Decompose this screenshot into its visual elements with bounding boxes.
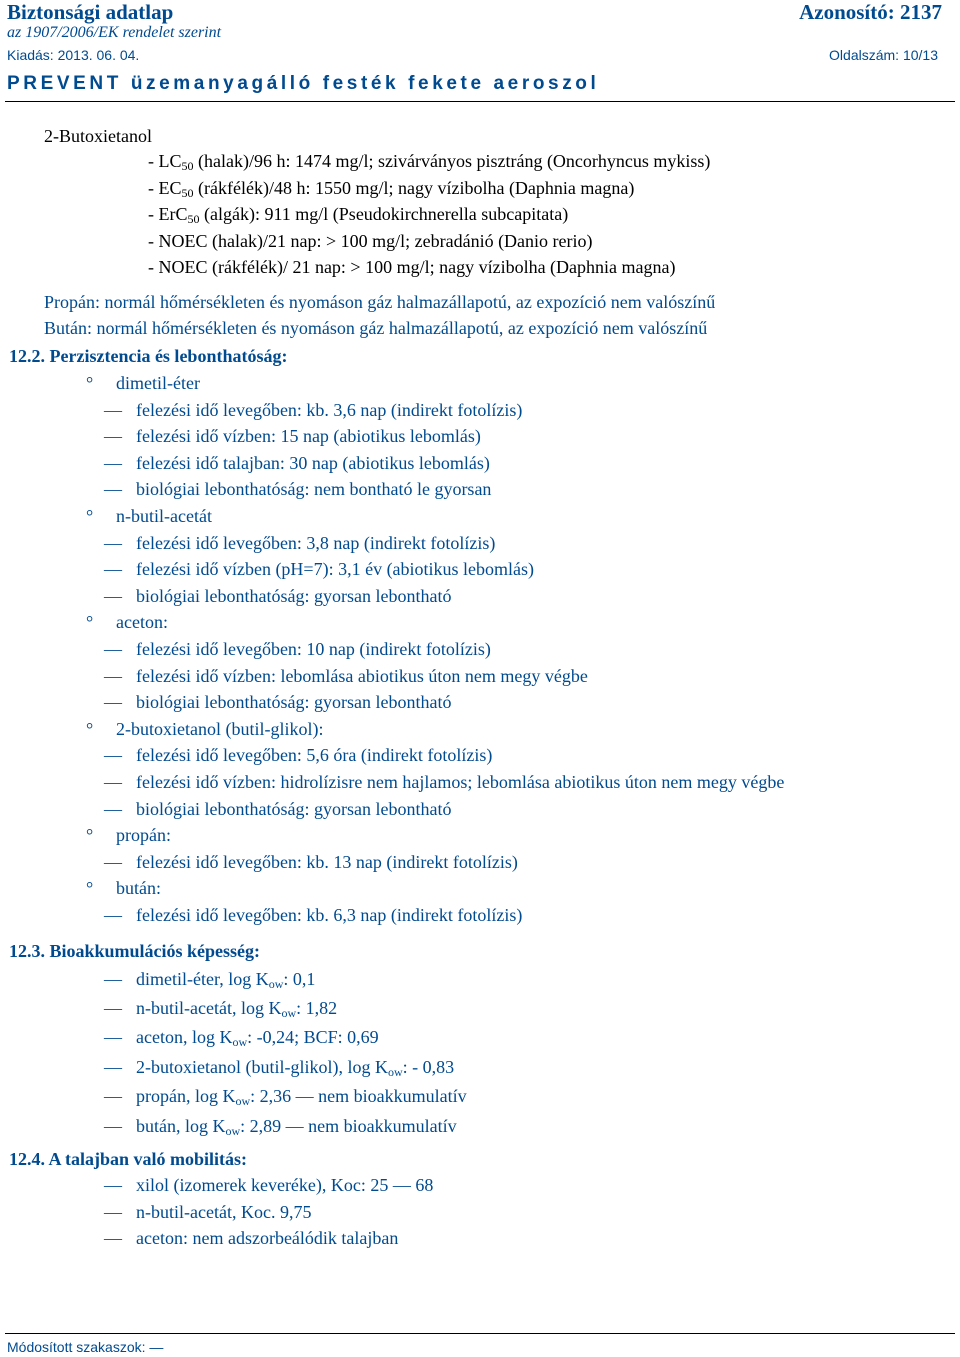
dash-bullet: — <box>104 1228 122 1248</box>
dash-bullet: — <box>104 745 122 766</box>
toxicity-item <box>148 203 568 225</box>
bioaccumulation-text: bután, log K <box>136 1116 226 1136</box>
persistence-item <box>104 452 490 474</box>
bioaccumulation-text: : 2,36 — nem bioakkumulatív <box>250 1086 467 1106</box>
subscript: ow <box>268 977 284 991</box>
footer-divider <box>5 1333 955 1334</box>
subscript: ow <box>225 1124 241 1138</box>
toxicity-text: EC <box>158 178 182 198</box>
persistence-text: felezési idő levegőben: kb. 13 nap (indirekt fotolízis) <box>136 851 518 872</box>
dash-bullet: — <box>104 1027 122 1047</box>
persistence-item <box>104 665 588 687</box>
substance-label: propán: <box>116 825 171 846</box>
subscript: 50 <box>181 186 194 200</box>
subscript: 50 <box>181 159 194 173</box>
persistence-item <box>104 638 491 660</box>
header-divider <box>5 101 955 102</box>
subscript: ow <box>387 1065 403 1079</box>
persistence-text: felezési idő vízben (pH=7): 3,1 év (abiotikus lebomlás) <box>136 559 535 580</box>
subscript: ow <box>235 1094 251 1108</box>
bioaccumulation-item <box>104 1056 454 1078</box>
dash-bullet: — <box>104 1175 122 1195</box>
dash-bullet: — <box>104 426 122 447</box>
persistence-text: biológiai lebonthatóság: gyorsan lebontható <box>136 798 452 819</box>
dash-bullet: — <box>104 1116 122 1136</box>
dash-bullet: — <box>104 532 122 553</box>
bioaccumulation-item <box>104 1085 467 1107</box>
bioaccumulation-text: dimetil-éter, log K <box>136 969 269 989</box>
persistence-item <box>104 425 481 447</box>
toxicity-text: ErC <box>158 204 188 224</box>
persistence-item <box>104 904 522 926</box>
list-dash: - <box>148 178 159 198</box>
bioaccumulation-text: : - 0,83 <box>402 1057 455 1077</box>
persistence-text: biológiai lebonthatóság: gyorsan lebontható <box>136 692 452 713</box>
section-heading-12-3: 12.3. Bioakkumulációs képesség: <box>9 941 261 961</box>
list-dash: - <box>148 231 159 251</box>
list-dash: - <box>148 257 159 277</box>
degree-bullet: ° <box>86 825 94 846</box>
persistence-item <box>104 798 451 820</box>
persistence-substance <box>86 372 200 394</box>
list-dash: - <box>148 151 159 171</box>
persistence-text: felezési idő levegőben: kb. 6,3 nap (indirekt fotolízis) <box>136 905 523 925</box>
dash-bullet: — <box>104 1057 122 1077</box>
document-title: Biztonsági adatlap <box>7 0 174 24</box>
toxicity-item <box>148 230 593 252</box>
persistence-item <box>104 771 784 793</box>
page-number: Oldalszám: 10/13 <box>829 47 938 63</box>
persistence-substance <box>86 718 323 740</box>
persistence-item <box>104 691 451 713</box>
dash-bullet: — <box>104 772 122 792</box>
mobility-item <box>104 1227 398 1249</box>
persistence-item <box>104 399 522 421</box>
document-identifier: Azonosító: 2137 <box>799 0 942 24</box>
persistence-substance <box>86 877 161 899</box>
persistence-text: biológiai lebonthatóság: nem bontható le gyorsan <box>136 479 492 500</box>
dash-bullet: — <box>104 798 122 819</box>
dash-bullet: — <box>104 905 122 925</box>
bioaccumulation-item <box>104 997 337 1019</box>
degree-bullet: ° <box>86 506 94 526</box>
persistence-text: felezési idő vízben: lebomlása abiotikus úton nem megy végbe <box>136 665 588 686</box>
toxicity-text: (halak)/96 h: 1474 mg/l; szivárványos pisztráng (Oncorhyncus mykiss) <box>193 151 711 171</box>
bioaccumulation-text: aceton, log K <box>136 1027 233 1047</box>
persistence-text: felezési idő talajban: 30 nap (abiotikus lebomlás) <box>136 452 490 473</box>
toxicity-text: NOEC (halak)/21 nap: > 100 mg/l; zebradánió (Danio rerio) <box>158 231 593 251</box>
persistence-text: felezési idő levegőben: 5,6 óra (indirekt fotolízis) <box>136 745 493 766</box>
substance-label: aceton: <box>116 612 168 633</box>
substance-label: dimetil-éter <box>116 373 200 393</box>
degree-bullet: ° <box>86 612 94 633</box>
modified-sections: Módosított szakaszok: — <box>7 1339 164 1355</box>
bioaccumulation-text: n-butil-acetát, log K <box>136 998 282 1018</box>
persistence-text: felezési idő levegőben: 10 nap (indirekt fotolízis) <box>136 639 491 659</box>
dash-bullet: — <box>104 1202 122 1222</box>
mobility-item <box>104 1201 311 1223</box>
subscript: ow <box>232 1035 248 1049</box>
persistence-text: felezési idő vízben: 15 nap (abiotikus lebomlás) <box>136 426 481 447</box>
persistence-item <box>104 558 534 580</box>
dash-bullet: — <box>104 559 122 580</box>
persistence-text: felezési idő vízben: hidrolízisre nem hajlamos; lebomlása abiotikus úton nem megy végbe <box>136 772 785 792</box>
dash-bullet: — <box>104 1086 122 1106</box>
toxicity-text: (algák): 911 mg/l (Pseudokirchnerella subcapitata) <box>199 204 569 224</box>
bioaccumulation-text: propán, log K <box>136 1086 236 1106</box>
degree-bullet: ° <box>86 718 94 739</box>
issue-date: Kiadás: 2013. 06. 04. <box>7 47 140 63</box>
persistence-substance <box>86 505 212 527</box>
persistence-item <box>104 585 451 607</box>
bioaccumulation-text: : -0,24; BCF: 0,69 <box>247 1027 379 1047</box>
subscript: 50 <box>187 212 200 226</box>
section-heading-12-4: 12.4. A talajban való mobilitás: <box>9 1149 248 1169</box>
persistence-item <box>104 851 518 873</box>
propane-exposure-note: Propán: normál hőmérsékleten és nyomáson gáz halmazállapotú, az expozíció nem valószínű <box>44 292 716 312</box>
dash-bullet: — <box>104 998 122 1018</box>
persistence-substance <box>86 824 171 846</box>
butane-exposure-note: Bután: normál hőmérsékleten és nyomáson gáz halmazállapotú, az expozíció nem valószínű <box>44 318 708 338</box>
dash-bullet: — <box>104 969 122 989</box>
substance-name: 2-Butoxietanol <box>44 126 152 146</box>
list-dash: - <box>148 204 159 224</box>
mobility-text: aceton: nem adszorbeálódik talajban <box>136 1228 399 1248</box>
toxicity-item <box>148 256 676 278</box>
mobility-item <box>104 1174 433 1196</box>
persistence-item <box>104 744 492 766</box>
persistence-text: biológiai lebonthatóság: gyorsan lebontható <box>136 585 452 606</box>
toxicity-text: LC <box>158 151 182 171</box>
mobility-text: xilol (izomerek keveréke), Koc: 25 — 68 <box>136 1175 434 1195</box>
bioaccumulation-item <box>104 1026 379 1048</box>
toxicity-item <box>148 177 634 199</box>
bioaccumulation-item <box>104 968 315 990</box>
dash-bullet: — <box>104 851 122 872</box>
bioaccumulation-text: : 0,1 <box>283 969 316 989</box>
section-heading-12-2: 12.2. Perzisztencia és lebonthatóság: <box>9 346 288 366</box>
bioaccumulation-text: : 1,82 <box>296 998 338 1018</box>
degree-bullet: ° <box>86 878 94 899</box>
dash-bullet: — <box>104 639 122 659</box>
bioaccumulation-text: : 2,89 — nem bioakkumulatív <box>240 1116 457 1136</box>
persistence-item <box>104 478 491 500</box>
dash-bullet: — <box>104 692 122 713</box>
substance-label: 2-butoxietanol (butil-glikol): <box>116 718 324 739</box>
toxicity-text: (rákfélék)/48 h: 1550 mg/l; nagy vízibolha (Daphnia magna) <box>193 178 635 198</box>
bioaccumulation-item <box>104 1115 457 1137</box>
persistence-substance <box>86 611 168 633</box>
dash-bullet: — <box>104 665 122 686</box>
dash-bullet: — <box>104 399 122 420</box>
subscript: ow <box>281 1006 297 1020</box>
persistence-item <box>104 532 495 554</box>
bioaccumulation-text: 2-butoxietanol (butil-glikol), log K <box>136 1057 388 1077</box>
degree-bullet: ° <box>86 373 94 393</box>
mobility-text: n-butil-acetát, Koc. 9,75 <box>136 1202 312 1222</box>
toxicity-text: NOEC (rákfélék)/ 21 nap: > 100 mg/l; nagy vízibolha (Daphnia magna) <box>158 257 676 277</box>
persistence-text: felezési idő levegőben: kb. 3,6 nap (indirekt fotolízis) <box>136 399 523 420</box>
dash-bullet: — <box>104 585 122 606</box>
substance-label: n-butil-acetát <box>116 506 212 526</box>
persistence-text: felezési idő levegőben: 3,8 nap (indirekt fotolízis) <box>136 532 496 553</box>
substance-label: bután: <box>116 878 161 899</box>
regulation-reference: az 1907/2006/EK rendelet szerint <box>7 24 222 41</box>
dash-bullet: — <box>104 479 122 500</box>
product-name: PREVENT üzemanyagálló festék fekete aeroszol <box>7 73 600 94</box>
toxicity-item <box>148 150 710 172</box>
dash-bullet: — <box>104 452 122 473</box>
